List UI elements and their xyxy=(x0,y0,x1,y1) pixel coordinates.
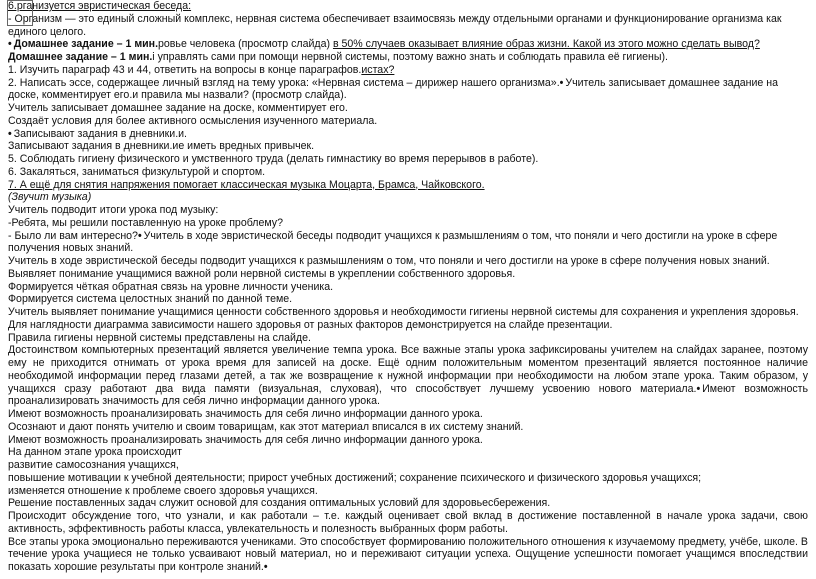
diagram-note: Для наглядности диаграмма зависимости нашего здоровья от разных факторов демонстрируется на слайде презентации. xyxy=(8,318,613,331)
aware-and-show: Осознают и дают понять учителю и своим товарищам, как этот материал вписался в их систему знаний. xyxy=(8,420,524,433)
task-1: 1. Изучить параграф 43 и 44, ответить на вопросы в конце параграфов.истах? xyxy=(8,63,395,76)
homework-line-1: • Домашнее задание – 1 мин.ровье человека (просмотр слайда) в 50% случаев оказывает влияние образ жизни. Какой из этого можно сделать вывод? xyxy=(8,38,808,51)
question-problem: -Ребята, мы решили поставленную на уроке проблему? xyxy=(8,216,283,229)
teacher-reveals-value: Учитель выявляет понимание учащимися ценности собственного здоровья и необходимости гигиены нервной системы для сохранения и укрепления здоровья. xyxy=(8,306,799,318)
heading-heuristic-conversation: 6.рганизуется эвристическая беседа: xyxy=(8,0,192,12)
homework-line-2: Домашнее задание – 1 мин.і управлять сами при помощи нервной системы, поэтому важно знать и соблюдать правила её гигиены). xyxy=(8,51,668,63)
question-interest: - Было ли вам интересно?• Учитель в ходе эвристической беседы подводит учащихся к размышлениям о том, что поняли и чего достигли на уроке в сфере получения новых знаний. xyxy=(8,230,808,256)
paragraph-organism: - Организм — это единый сложный комплекс, нервная система обеспечивает взаимосвязь между отдельными органами и функционирование организма как единого целого. xyxy=(8,12,782,38)
write-in-diaries-2: Записывают задания в дневники.ие иметь вредных привычек. xyxy=(8,140,315,153)
hygiene-rules-slide: Правила гигиены нервной системы представлены на слайде. xyxy=(8,331,311,344)
reveals-understanding: Выявляет понимание учащимися важной роли нервной системы в укреплении собственного здоровья. xyxy=(8,267,516,280)
discussion: Происходит обсуждение того, что узнали, и как работали – т.е. каждый оценивает свой вклад в достижение поставленной в начале урока задачи, свою активность, эффективность работы класса, увлекательность и полезность выбранных форм работы. xyxy=(8,510,808,535)
write-in-diaries-1: • Записывают задания в дневники.и. xyxy=(8,128,808,141)
tasks-basis: Решение поставленных задач служит основой для создания оптимальных условий для здоровьесбережения. xyxy=(8,497,551,510)
task-7: 7. А ещё для снятия напряжения помогает классическая музыка Моцарта, Брамса, Чайковского. xyxy=(8,178,485,191)
bullet-icon xyxy=(264,561,270,573)
stage-occurs: На данном этапе урока происходит xyxy=(8,446,182,459)
teacher-writes-homework: Учитель записывает домашнее задание на доске, комментирует его. xyxy=(8,102,348,114)
attitude-change: изменяется отношение к проблеме своего здоровья учащихся. xyxy=(8,484,318,497)
music-note: (Звучит музыка) xyxy=(8,191,92,204)
motivation-increase: повышение мотивации к учебной деятельности; прирост учебных достижений; сохранение психического и физического здоровья учащихся; xyxy=(8,471,702,484)
analyze-significance-2: Имеют возможность проанализировать значимость для себя лично информации данного урока. xyxy=(8,433,483,446)
presentation-advantages: Достоинством компьютерных презентаций является увеличение темпа урока. Все важные этапы урока зафиксированы учителем на слайдах заранее, поэтому ему не приходится отнимать от урока время для записей на доске. Ещё одним положительным моментом презентаций является постоянное наличие необходимой информации перед глазами детей, а так же возвращение к нужной информации при необходимости на любом этапе урока. Таким образом, у учащихся сразу работают два вида памяти (визуальная, слуховая), что способствует лучшему усвоению нового материала.• Имеют возможность проанализировать значимость для себя лично информации данного урока. xyxy=(8,344,808,408)
task-5: 5. Соблюдать гигиену физического и умственного труда (делать гимнастику во время перерывов в работе). xyxy=(8,153,539,165)
task-2: 2. Написать эссе, содержащее личный взгляд на тему урока: «Нервная система – дирижер нашего организма».• Учитель записывает домашнее задание на доске, комментирует его.и правила мы назвали? (просмотр слайда). xyxy=(8,77,808,103)
task-6: 6. Закаляться, заниматься физкультурой и спортом. xyxy=(8,165,266,178)
knowledge-system: Формируется система целостных знаний по данной теме. xyxy=(8,293,293,306)
analyze-significance-1: Имеют возможность проанализировать значимость для себя лично информации данного урока. xyxy=(8,408,483,420)
teacher-reflection: Учитель в ходе эвристической беседы подводит учащихся к размышлениям о том, что поняли и чего достигли на уроке в сфере получения новых знаний. xyxy=(8,255,770,267)
emotional-stages: Все этапы урока эмоционально переживаются учениками. Это способствует формированию положительного отношения к изучаемому предмету, учёбе, школе. В течение урока учащиеся не только усваивают новый материал, но и переживают ситуации успеха. Ощущение успешности помогает учащимся впоследствии показать хорошие результаты при контроле знаний.• xyxy=(8,536,808,574)
teacher-summary: Учитель подводит итоги урока под музыку: xyxy=(8,204,219,216)
self-awareness: развитие самосознания учащихся, xyxy=(8,459,179,471)
feedback-formed: Формируется чёткая обратная связь на уровне личности ученика. xyxy=(8,280,334,293)
creates-conditions: Создаёт условия для более активного осмысления изученного материала. xyxy=(8,114,378,127)
